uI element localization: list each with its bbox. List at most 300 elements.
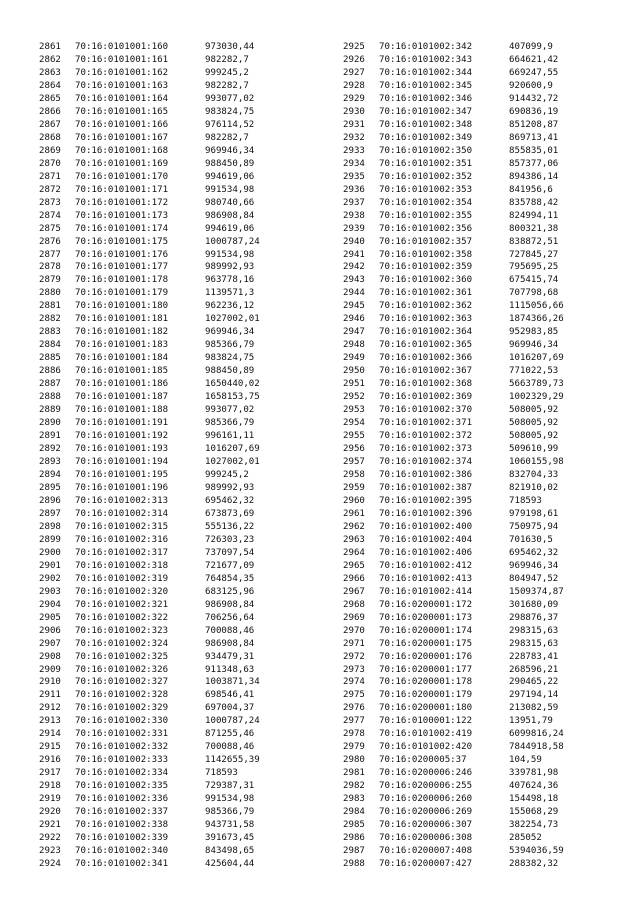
cadastral-number: 70:16:0101001:179	[75, 288, 169, 299]
cadastral-value: 1060155,98	[509, 457, 564, 467]
table-row	[343, 313, 564, 326]
cadastral-number: 70:16:0101002:419	[379, 729, 473, 740]
row-number: 2905	[39, 612, 61, 623]
cadastral-number: 70:16:0101002:350	[379, 145, 473, 156]
cadastral-number: 70:16:0101002:332	[75, 742, 169, 753]
cadastral-value: 969946,34	[205, 145, 255, 156]
cadastral-value: 963778,16	[205, 275, 255, 286]
cadastral-value: 800321,38	[509, 223, 559, 234]
cadastral-value: 994619,06	[205, 223, 255, 234]
cadastral-value: 1650440,02	[205, 379, 260, 390]
cadastral-number: 70:16:0101002:316	[75, 534, 169, 545]
cadastral-number: 70:16:0101001:195	[75, 469, 169, 480]
cadastral-number: 70:16:0101002:351	[379, 158, 473, 169]
cadastral-number: 70:16:0101002:370	[379, 405, 473, 416]
cadastral-value: 894386,14	[509, 171, 559, 182]
cadastral-value: 695462,32	[509, 547, 559, 558]
row-number: 2891	[39, 431, 61, 442]
table-row	[39, 586, 260, 599]
row-number: 2867	[39, 119, 61, 130]
cadastral-value: 673873,69	[205, 508, 255, 519]
cadastral-value: 969946,34	[509, 560, 559, 571]
cadastral-number: 70:16:0101002:368	[379, 379, 473, 390]
cadastral-number: 70:16:0101001:185	[75, 366, 169, 377]
row-number: 2904	[39, 599, 61, 610]
table-row	[343, 676, 564, 689]
row-number: 2927	[343, 67, 365, 78]
cadastral-number: 70:16:0101002:343	[379, 54, 473, 65]
cadastral-number: 70:16:0101001:166	[75, 119, 169, 130]
row-number: 2962	[343, 521, 365, 532]
table-row	[39, 638, 260, 651]
table-row	[39, 612, 260, 625]
cadastral-number: 70:16:0101001:177	[75, 262, 169, 273]
row-number: 2945	[343, 301, 365, 312]
cadastral-value: 707798,68	[509, 288, 559, 299]
cadastral-number: 70:16:0101002:347	[379, 106, 473, 117]
row-number: 2938	[343, 210, 365, 221]
table-row	[39, 728, 260, 741]
table-row	[39, 378, 260, 391]
row-number: 2947	[343, 327, 365, 338]
cadastral-number: 70:16:0101002:354	[379, 197, 473, 208]
table-row	[39, 443, 260, 456]
cadastral-number: 70:16:0101001:184	[75, 353, 169, 364]
cadastral-value: 154498,18	[509, 794, 559, 805]
cadastral-value: 1000787,24	[205, 236, 260, 247]
cadastral-number: 70:16:0101002:334	[75, 768, 169, 779]
row-number: 2874	[39, 210, 61, 221]
cadastral-value: 391673,45	[205, 833, 255, 844]
row-number: 2892	[39, 444, 61, 455]
table-row	[343, 223, 564, 236]
row-number: 2871	[39, 171, 61, 182]
cadastral-value: 729387,31	[205, 781, 255, 792]
cadastral-number: 70:16:0101002:345	[379, 80, 473, 91]
row-number: 2868	[39, 132, 61, 143]
cadastral-number: 70:16:0101002:396	[379, 508, 473, 519]
cadastral-value: 508005,92	[509, 405, 559, 416]
table-row	[343, 741, 564, 754]
cadastral-number: 70:16:0101002:344	[379, 67, 473, 78]
table-row	[39, 67, 260, 80]
cadastral-value: 706256,64	[205, 612, 255, 623]
cadastral-number: 70:16:0101001:171	[75, 184, 169, 195]
row-number: 2869	[39, 145, 61, 156]
row-number: 2975	[343, 690, 365, 701]
cadastral-number: 70:16:0200006:246	[379, 768, 473, 779]
cadastral-value: 986908,84	[205, 210, 255, 221]
row-number: 2976	[343, 703, 365, 714]
row-number: 2882	[39, 314, 61, 325]
cadastral-number: 70:16:0101001:188	[75, 405, 169, 416]
row-number: 2894	[39, 469, 61, 480]
table-row	[343, 236, 564, 249]
cadastral-value: 683125,96	[205, 586, 255, 597]
row-number: 2982	[343, 781, 365, 792]
cadastral-value: 869713,41	[509, 132, 559, 143]
row-number: 2901	[39, 560, 61, 571]
table-row	[39, 845, 260, 858]
row-number: 2922	[39, 833, 61, 844]
row-number: 2972	[343, 651, 365, 662]
cadastral-number: 70:16:0101001:181	[75, 314, 169, 325]
cadastral-number: 70:16:0101002:404	[379, 534, 473, 545]
cadastral-value: 698546,41	[205, 690, 255, 701]
cadastral-value: 993077,02	[205, 93, 255, 104]
cadastral-value: 982282,7	[205, 132, 249, 143]
cadastral-number: 70:16:0101002:353	[379, 184, 473, 195]
table-row	[343, 261, 564, 274]
cadastral-number: 70:16:0200007:408	[379, 846, 473, 857]
row-number: 2939	[343, 223, 365, 234]
table-row	[39, 741, 260, 754]
table-row	[39, 806, 260, 819]
table-row	[39, 93, 260, 106]
cadastral-number: 70:16:0101002:342	[379, 42, 473, 52]
table-row	[343, 715, 564, 728]
cadastral-number: 70:16:0101002:413	[379, 573, 473, 584]
table-row	[343, 93, 564, 106]
cadastral-number: 70:16:0200006:307	[379, 820, 473, 831]
cadastral-number: 70:16:0101002:336	[75, 794, 169, 805]
table-row	[343, 832, 564, 845]
table-row	[39, 274, 260, 287]
cadastral-value: 1002329,29	[509, 392, 564, 403]
table-row	[343, 599, 564, 612]
row-number: 2950	[343, 366, 365, 377]
row-number: 2870	[39, 158, 61, 169]
table-row	[39, 599, 260, 612]
table-row	[39, 404, 260, 417]
cadastral-number: 70:16:0200001:172	[379, 599, 473, 610]
cadastral-number: 70:16:0101001:173	[75, 210, 169, 221]
cadastral-value: 835788,42	[509, 197, 559, 208]
cadastral-value: 982282,7	[205, 80, 249, 91]
row-number: 2916	[39, 755, 61, 766]
row-number: 2923	[39, 846, 61, 857]
table-row	[343, 728, 564, 741]
cadastral-number: 70:16:0101002:329	[75, 703, 169, 714]
row-number: 2873	[39, 197, 61, 208]
cadastral-value: 675415,74	[509, 275, 559, 286]
cadastral-number: 70:16:0101002:372	[379, 431, 473, 442]
row-number: 2920	[39, 807, 61, 818]
row-number: 2893	[39, 457, 61, 467]
table-row	[343, 171, 564, 184]
cadastral-number: 70:16:0200001:176	[379, 651, 473, 662]
table-row	[39, 547, 260, 560]
table-row	[343, 858, 564, 871]
row-number: 2949	[343, 353, 365, 364]
row-number: 2985	[343, 820, 365, 831]
cadastral-number: 70:16:0200006:260	[379, 794, 473, 805]
cadastral-number: 70:16:0200001:173	[379, 612, 473, 623]
cadastral-number: 70:16:0101002:348	[379, 119, 473, 130]
cadastral-number: 70:16:0101002:369	[379, 392, 473, 403]
row-number: 2883	[39, 327, 61, 338]
cadastral-number: 70:16:0101002:322	[75, 612, 169, 623]
table-row	[39, 819, 260, 832]
cadastral-value: 297194,14	[509, 690, 559, 701]
row-number: 2932	[343, 132, 365, 143]
cadastral-number: 70:16:0101002:355	[379, 210, 473, 221]
cadastral-number: 70:16:0101002:414	[379, 586, 473, 597]
row-number: 2968	[343, 599, 365, 610]
table-row	[343, 780, 564, 793]
row-number: 2969	[343, 612, 365, 623]
row-number: 2921	[39, 820, 61, 831]
cadastral-number: 70:16:0101001:176	[75, 249, 169, 260]
cadastral-number: 70:16:0101002:333	[75, 755, 169, 766]
cadastral-number: 70:16:0101002:360	[379, 275, 473, 286]
table-row	[39, 417, 260, 430]
row-number: 2948	[343, 340, 365, 351]
table-row	[39, 184, 260, 197]
cadastral-value: 979198,61	[509, 508, 559, 519]
row-number: 2928	[343, 80, 365, 91]
cadastral-number: 70:16:0101002:340	[75, 846, 169, 857]
cadastral-number: 70:16:0200001:175	[379, 638, 473, 649]
cadastral-value: 983824,75	[205, 353, 255, 364]
cadastral-value: 982282,7	[205, 54, 249, 65]
row-number: 2958	[343, 469, 365, 480]
table-row	[343, 158, 564, 171]
table-row	[39, 625, 260, 638]
cadastral-number: 70:16:0101002:358	[379, 249, 473, 260]
table-row	[39, 54, 260, 67]
cadastral-value: 700088,46	[205, 625, 255, 636]
row-number: 2865	[39, 93, 61, 104]
table-row	[39, 702, 260, 715]
row-number: 2908	[39, 651, 61, 662]
table-row	[343, 274, 564, 287]
cadastral-number: 70:16:0100001:122	[379, 716, 473, 727]
row-number: 2881	[39, 301, 61, 312]
row-number: 2933	[343, 145, 365, 156]
table-row	[343, 378, 564, 391]
table-row	[343, 767, 564, 780]
cadastral-number: 70:16:0200001:179	[379, 690, 473, 701]
row-number: 2941	[343, 249, 365, 260]
cadastral-number: 70:16:0101001:178	[75, 275, 169, 286]
table-row	[343, 508, 564, 521]
cadastral-value: 155068,29	[509, 807, 559, 818]
row-number: 2965	[343, 560, 365, 571]
cadastral-number: 70:16:0200001:180	[379, 703, 473, 714]
cadastral-number: 70:16:0101002:320	[75, 586, 169, 597]
table-row	[343, 287, 564, 300]
cadastral-value: 290465,22	[509, 677, 559, 688]
cadastral-value: 1874366,26	[509, 314, 564, 325]
cadastral-value: 991534,98	[205, 184, 255, 195]
table-row	[39, 754, 260, 767]
cadastral-value: 1139571,3	[205, 288, 255, 299]
row-number: 2898	[39, 521, 61, 532]
row-number: 2957	[343, 457, 365, 467]
row-number: 2967	[343, 586, 365, 597]
row-number: 2900	[39, 547, 61, 558]
row-number: 2924	[39, 859, 61, 870]
table-row	[343, 300, 564, 313]
row-number: 2930	[343, 106, 365, 117]
cadastral-number: 70:16:0101002:324	[75, 638, 169, 649]
cadastral-value: 914432,72	[509, 93, 559, 104]
cadastral-value: 298315,63	[509, 625, 559, 636]
cadastral-value: 764854,35	[205, 573, 255, 584]
row-number: 2977	[343, 716, 365, 727]
cadastral-number: 70:16:0101001:186	[75, 379, 169, 390]
right-column	[343, 41, 564, 871]
table-row	[39, 676, 260, 689]
cadastral-number: 70:16:0101002:406	[379, 547, 473, 558]
table-row	[343, 534, 564, 547]
row-number: 2937	[343, 197, 365, 208]
cadastral-number: 70:16:0101002:326	[75, 664, 169, 675]
cadastral-value: 821910,02	[509, 482, 559, 493]
cadastral-value: 700088,46	[205, 742, 255, 753]
cadastral-number: 70:16:0101002:367	[379, 366, 473, 377]
row-number: 2895	[39, 482, 61, 493]
table-row	[343, 664, 564, 677]
row-number: 2926	[343, 54, 365, 65]
cadastral-number: 70:16:0101002:319	[75, 573, 169, 584]
cadastral-value: 407099,9	[509, 42, 553, 52]
cadastral-number: 70:16:0101002:323	[75, 625, 169, 636]
cadastral-number: 70:16:0101002:420	[379, 742, 473, 753]
row-number: 2877	[39, 249, 61, 260]
table-row	[39, 41, 260, 54]
table-row	[39, 430, 260, 443]
cadastral-number: 70:16:0200001:174	[379, 625, 473, 636]
cadastral-number: 70:16:0101002:412	[379, 560, 473, 571]
cadastral-value: 986908,84	[205, 599, 255, 610]
table-row	[39, 715, 260, 728]
row-number: 2863	[39, 67, 61, 78]
row-number: 2952	[343, 392, 365, 403]
cadastral-value: 718593	[205, 768, 238, 779]
cadastral-number: 70:16:0101002:356	[379, 223, 473, 234]
row-number: 2980	[343, 755, 365, 766]
table-row	[343, 521, 564, 534]
table-row	[343, 184, 564, 197]
row-number: 2984	[343, 807, 365, 818]
cadastral-value: 382254,73	[509, 820, 559, 831]
cadastral-number: 70:16:0101001:162	[75, 67, 169, 78]
row-number: 2944	[343, 288, 365, 299]
table-row	[39, 793, 260, 806]
table-row	[39, 132, 260, 145]
row-number: 2902	[39, 573, 61, 584]
row-number: 2942	[343, 262, 365, 273]
row-number: 2963	[343, 534, 365, 545]
row-number: 2956	[343, 444, 365, 455]
cadastral-number: 70:16:0200006:269	[379, 807, 473, 818]
table-row	[39, 456, 260, 469]
cadastral-value: 771022,53	[509, 366, 559, 377]
cadastral-value: 989992,93	[205, 262, 255, 273]
cadastral-number: 70:16:0101002:321	[75, 599, 169, 610]
cadastral-value: 697004,37	[205, 703, 255, 714]
table-row	[343, 845, 564, 858]
cadastral-value: 1142655,39	[205, 755, 260, 766]
table-row	[343, 482, 564, 495]
table-row	[39, 391, 260, 404]
cadastral-value: 952983,85	[509, 327, 559, 338]
cadastral-value: 1027002,01	[205, 457, 260, 467]
cadastral-number: 70:16:0101001:183	[75, 340, 169, 351]
cadastral-number: 70:16:0101001:169	[75, 158, 169, 169]
table-row	[343, 651, 564, 664]
cadastral-value: 973030,44	[205, 42, 255, 52]
cadastral-number: 70:16:0101002:365	[379, 340, 473, 351]
cadastral-value: 407624,36	[509, 781, 559, 792]
cadastral-value: 989992,93	[205, 482, 255, 493]
cadastral-value: 920600,9	[509, 80, 553, 91]
table-row	[343, 54, 564, 67]
table-row	[39, 482, 260, 495]
table-row	[343, 547, 564, 560]
cadastral-value: 983824,75	[205, 106, 255, 117]
cadastral-value: 841956,6	[509, 184, 553, 195]
row-number: 2973	[343, 664, 365, 675]
cadastral-number: 70:16:0101002:318	[75, 560, 169, 571]
cadastral-value: 985366,79	[205, 340, 255, 351]
row-number: 2862	[39, 54, 61, 65]
cadastral-number: 70:16:0101002:317	[75, 547, 169, 558]
table-row	[343, 430, 564, 443]
row-number: 2897	[39, 508, 61, 519]
cadastral-value: 6099816,24	[509, 729, 564, 740]
row-number: 2964	[343, 547, 365, 558]
table-row	[343, 638, 564, 651]
cadastral-value: 339781,98	[509, 768, 559, 779]
table-row	[39, 158, 260, 171]
table-row	[39, 689, 260, 702]
cadastral-value: 285052	[509, 833, 542, 844]
table-row	[343, 339, 564, 352]
row-number: 2884	[39, 340, 61, 351]
table-row	[343, 754, 564, 767]
cadastral-value: 969946,34	[205, 327, 255, 338]
cadastral-value: 1003871,34	[205, 677, 260, 688]
cadastral-number: 70:16:0101002:387	[379, 482, 473, 493]
cadastral-value: 999245,2	[205, 469, 249, 480]
table-row	[343, 469, 564, 482]
cadastral-value: 1509374,87	[509, 586, 564, 597]
cadastral-number: 70:16:0101001:191	[75, 418, 169, 429]
cadastral-value: 750975,94	[509, 521, 559, 532]
table-row	[39, 560, 260, 573]
cadastral-value: 996161,11	[205, 431, 255, 442]
table-row	[39, 300, 260, 313]
cadastral-number: 70:16:0101002:337	[75, 807, 169, 818]
cadastral-number: 70:16:0101002:335	[75, 781, 169, 792]
table-row	[343, 560, 564, 573]
cadastral-value: 871255,46	[205, 729, 255, 740]
cadastral-value: 934479,31	[205, 651, 255, 662]
row-number: 2889	[39, 405, 61, 416]
cadastral-value: 555136,22	[205, 521, 255, 532]
row-number: 2970	[343, 625, 365, 636]
cadastral-number: 70:16:0101002:325	[75, 651, 169, 662]
row-number: 2953	[343, 405, 365, 416]
table-row	[39, 106, 260, 119]
cadastral-value: 509610,99	[509, 444, 559, 455]
cadastral-value: 969946,34	[509, 340, 559, 351]
cadastral-number: 70:16:0101002:331	[75, 729, 169, 740]
row-number: 2954	[343, 418, 365, 429]
